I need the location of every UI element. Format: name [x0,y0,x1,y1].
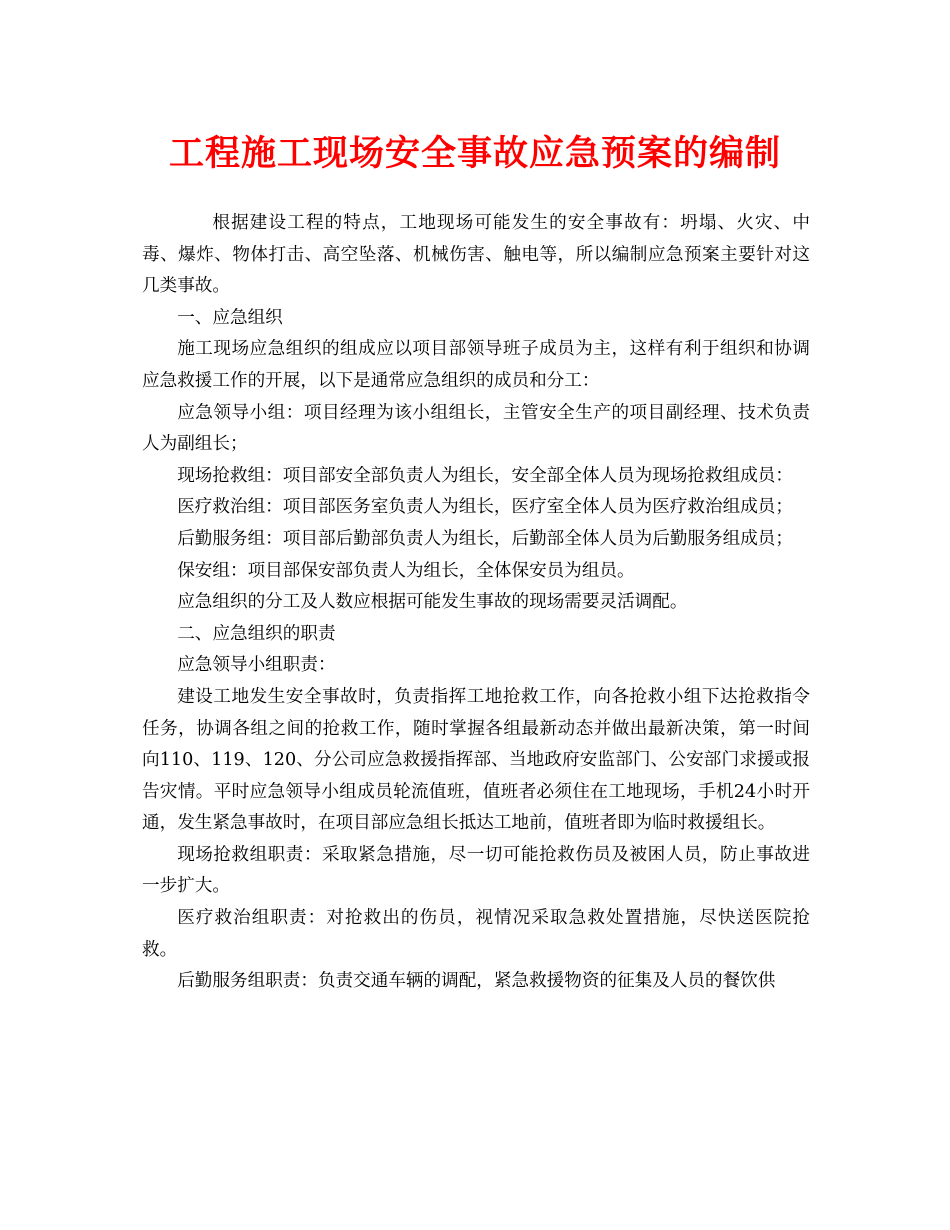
paragraph-logistics-duties: 后勤服务组职责：负责交通车辆的调配，紧急救援物资的征集及人员的餐饮供 [177,971,776,992]
paragraph-logistics-group: 后勤服务组：项目部后勤部负责人为组长，后勤部全体人员为后勤服务组成员； [177,528,793,549]
paragraph-leadership-duties-heading: 应急领导小组职责： [177,655,336,676]
paragraph-leadership-duties: 建设工地发生安全事故时，负责指挥工地抢救工作，向各抢救小组下达抢救指令任务，协调各组之间的抢救工作，随时掌握各组最新动态并做出最新决策，第一时间向110、119、120、分公司应急救援指挥部、当地政府安监部门、公安部门求援或报告灾情。平时应急领导小组成员轮流值班，值班者必须住在工地现场，手机24小时开通，发生紧急事故时，在项目部应急组长抵达工地前，值班者即为临时救援组长。 [142,686,810,834]
paragraph-medical-group: 医疗救治组：项目部医务室负责人为组长，医疗室全体人员为医疗救治组成员； [177,497,793,518]
paragraph-rescue-group: 现场抢救组：项目部安全部负责人为组长，安全部全体人员为现场抢救组成员： [177,465,793,486]
section-heading-responsibilities: 二、应急组织的职责 [177,623,336,644]
paragraph-intro: 根据建设工程的特点，工地现场可能发生的安全事故有：坍塌、火灾、中毒、爆炸、物体打击、高空坠落、机械伤害、触电等，所以编制应急预案主要针对这几类事故。 [142,213,810,297]
document-title: 工程施工现场安全事故应急预案的编制 [168,133,781,174]
paragraph-organization-composition: 施工现场应急组织的组成应以项目部领导班子成员为主，这样有利于组织和协调应急救援工作的开展，以下是通常应急组织的成员和分工： [142,339,810,391]
paragraph-security-group: 保安组：项目部保安部负责人为组长，全体保安员为组员。 [177,560,635,581]
paragraph-medical-duties: 医疗救治组职责：对抢救出的伤员，视情况采取急救处置措施，尽快送医院抢救。 [142,908,810,960]
paragraph-allocation-note: 应急组织的分工及人数应根据可能发生事故的现场需要灵活调配。 [177,592,688,613]
paragraph-leadership-group: 应急领导小组：项目经理为该小组组长，主管安全生产的项目副经理、技术负责人为副组长； [142,402,810,455]
section-heading-emergency-organization: 一、应急组织 [177,307,283,328]
paragraph-rescue-duties: 现场抢救组职责：采取紧急措施，尽一切可能抢救伤员及被困人员，防止事故进一步扩大。 [142,844,810,897]
document-body [142,208,810,998]
